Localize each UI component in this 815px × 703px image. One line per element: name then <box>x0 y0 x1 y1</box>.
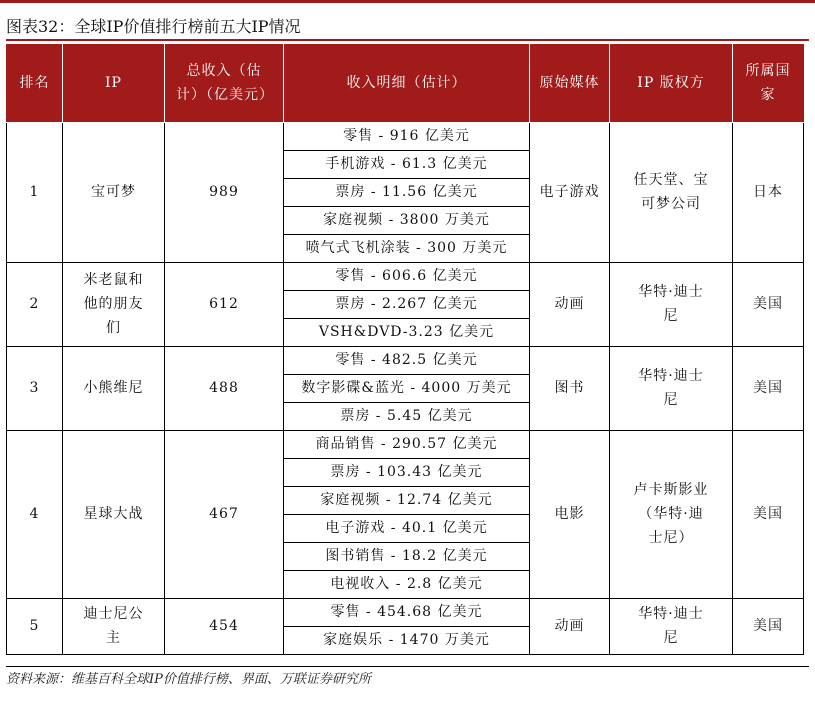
table-header <box>7 44 804 122</box>
header-total-revenue-label: 总收入（估计）（亿美元） <box>176 62 274 103</box>
cell-revenue-detail: 票房 - 5.45 亿美元 <box>284 402 530 430</box>
cell-rank: 2 <box>7 262 63 346</box>
figure-caption: 图表32：全球IP价值排行榜前五大IP情况 <box>6 17 809 41</box>
cell-revenue-detail: 家庭娱乐 - 1470 万美元 <box>284 626 530 654</box>
cell-revenue-detail: 商品销售 - 290.57 亿美元 <box>284 430 530 458</box>
cell-rank: 3 <box>7 346 63 430</box>
cell-ip-name <box>63 598 165 654</box>
header-revenue-detail: 收入明细（估计） <box>284 44 530 122</box>
table-row <box>7 598 804 626</box>
header-ip-owner: IP 版权方 <box>610 44 733 122</box>
cell-country: 美国 <box>733 262 804 346</box>
table-row <box>7 430 804 458</box>
cell-original-media: 动画 <box>530 598 610 654</box>
cell-revenue-detail: 电子游戏 - 40.1 亿美元 <box>284 514 530 542</box>
table-body <box>7 122 804 654</box>
cell-ip-name-text: 迪士尼公主 <box>83 606 144 646</box>
cell-revenue-detail: 零售 - 454.68 亿美元 <box>284 598 530 626</box>
cell-ip-owner-text: 华特·迪士尼 <box>638 368 704 408</box>
header-ip: IP <box>63 44 165 122</box>
cell-total-revenue: 989 <box>165 122 284 262</box>
cell-revenue-detail: 数字影碟&蓝光 - 4000 万美元 <box>284 374 530 402</box>
cell-ip-name <box>63 346 165 430</box>
cell-original-media: 电子游戏 <box>530 122 610 262</box>
cell-ip-name <box>63 122 165 262</box>
cell-rank: 1 <box>7 122 63 262</box>
cell-country: 美国 <box>733 430 804 598</box>
cell-ip-name-text: 星球大战 <box>83 506 144 522</box>
cell-revenue-detail: 家庭视频 - 3800 万美元 <box>284 206 530 234</box>
cell-country: 日本 <box>733 122 804 262</box>
cell-country: 美国 <box>733 346 804 430</box>
cell-ip-owner-text: 任天堂、宝可梦公司 <box>633 172 709 212</box>
cell-rank: 5 <box>7 598 63 654</box>
cell-ip-name-text: 小熊维尼 <box>83 380 144 396</box>
table-row <box>7 122 804 150</box>
cell-ip-owner-text: 华特·迪士尼 <box>638 606 704 646</box>
cell-revenue-detail: 手机游戏 - 61.3 亿美元 <box>284 150 530 178</box>
cell-revenue-detail: 票房 - 11.56 亿美元 <box>284 178 530 206</box>
cell-country: 美国 <box>733 598 804 654</box>
cell-revenue-detail: 零售 - 482.5 亿美元 <box>284 346 530 374</box>
cell-revenue-detail: 图书销售 - 18.2 亿美元 <box>284 542 530 570</box>
cell-ip-name <box>63 262 165 346</box>
cell-total-revenue: 467 <box>165 430 284 598</box>
cell-ip-name-text: 宝可梦 <box>91 184 136 200</box>
cell-revenue-detail: 喷气式飞机涂装 - 300 万美元 <box>284 234 530 262</box>
cell-total-revenue: 488 <box>165 346 284 430</box>
cell-rank: 4 <box>7 430 63 598</box>
cell-original-media: 动画 <box>530 262 610 346</box>
cell-ip-name-text: 米老鼠和他的朋友们 <box>83 272 144 336</box>
cell-original-media: 图书 <box>530 346 610 430</box>
cell-ip-owner <box>610 346 733 430</box>
cell-revenue-detail: 零售 - 916 亿美元 <box>284 122 530 150</box>
cell-revenue-detail: 家庭视频 - 12.74 亿美元 <box>284 486 530 514</box>
cell-original-media: 电影 <box>530 430 610 598</box>
cell-total-revenue: 612 <box>165 262 284 346</box>
table-row <box>7 346 804 374</box>
header-original-media: 原始媒体 <box>530 44 610 122</box>
header-country <box>733 44 804 122</box>
cell-revenue-detail: 电视收入 - 2.8 亿美元 <box>284 570 530 598</box>
table-row <box>7 262 804 290</box>
cell-revenue-detail: 票房 - 103.43 亿美元 <box>284 458 530 486</box>
cell-revenue-detail: 零售 - 606.6 亿美元 <box>284 262 530 290</box>
header-total-revenue <box>165 44 284 122</box>
cell-ip-name <box>63 430 165 598</box>
cell-ip-owner-text: 卢卡斯影业（华特·迪士尼） <box>633 482 709 546</box>
cell-ip-owner <box>610 262 733 346</box>
source-note: 资料来源：维基百科全球IP价值排行榜、界面、万联证券研究所 <box>6 666 809 689</box>
top-rule <box>0 0 815 3</box>
cell-ip-owner <box>610 122 733 262</box>
cell-ip-owner <box>610 430 733 598</box>
cell-revenue-detail: 票房 - 2.267 亿美元 <box>284 290 530 318</box>
cell-ip-owner-text: 华特·迪士尼 <box>638 284 704 324</box>
cell-total-revenue: 454 <box>165 598 284 654</box>
cell-revenue-detail: VSH&DVD-3.23 亿美元 <box>284 318 530 346</box>
ip-ranking-table <box>6 44 804 655</box>
header-country-label: 所属国家 <box>745 62 791 103</box>
cell-ip-owner <box>610 598 733 654</box>
header-rank: 排名 <box>7 44 63 122</box>
